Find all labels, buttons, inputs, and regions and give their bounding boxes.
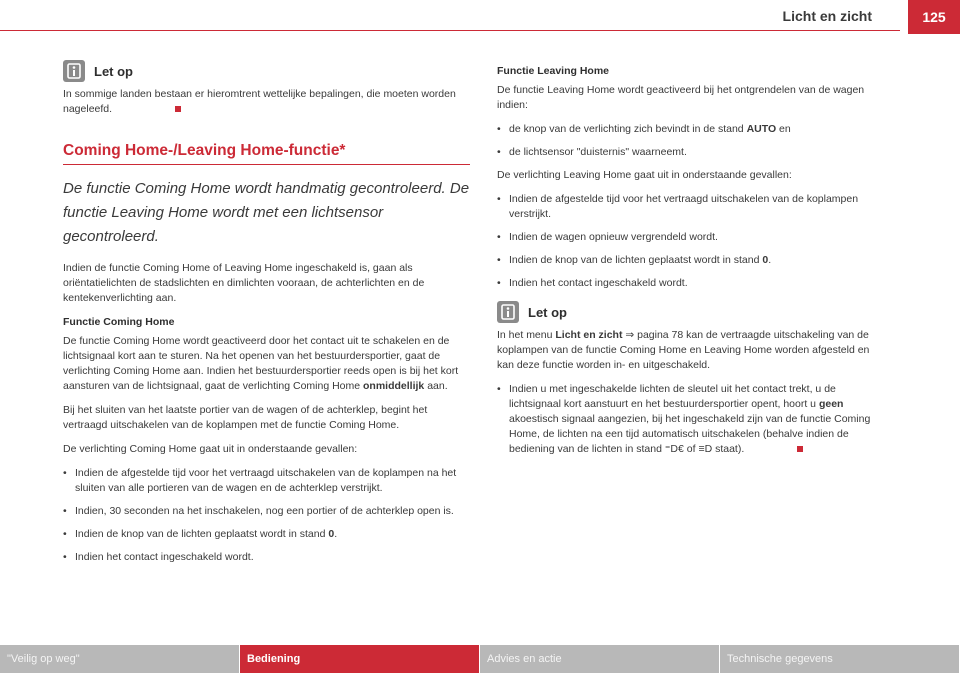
footer-tab-technische[interactable]: Technische gegevens (720, 645, 960, 673)
list-item: • Indien u met ingeschakelde lichten de sleutel uit het contact trekt, u de lichtsignaal kort aanstuurt en het bestuurdersportier opent, hoort u geen akoestisch signaal aangezien, bij het ingeschakeld zijn van de functie Coming Home, de lichten na een tijd automatisch uitschakelen (behalve indien de bediening van de lichten in stand ⁼D€ of ≡D staat). (497, 382, 887, 457)
list-item: • de knop van de verlichting zich bevindt in de stand AUTO en (497, 122, 887, 137)
paragraph: Bij het sluiten van het laatste portier van de wagen of de achterklep, begint het vertraagd uitschakelen van de koplampen met de functie Coming Home. (63, 404, 428, 431)
header-title: Licht en zicht (782, 8, 872, 24)
page-number: 125 (908, 0, 960, 34)
note-text: In sommige landen bestaan er hieromtrent wettelijke bepalingen, die moeten worden nageleefd. (63, 88, 456, 115)
subheading: Functie Coming Home (63, 316, 175, 328)
list-item: • Indien de afgestelde tijd voor het vertraagd uitschakelen van de koplampen verstrijkt. (497, 192, 887, 222)
list-item: • Indien het contact ingeschakeld wordt. (63, 550, 470, 565)
list-item: • Indien, 30 seconden na het inschakelen, nog een portier of de achterklep open is. (63, 504, 470, 519)
section-end-marker (797, 446, 803, 452)
note-icon (497, 301, 519, 323)
paragraph: De functie Leaving Home wordt geactiveerd bij het ontgrendelen van de wagen indien: (497, 84, 865, 111)
paragraph: De functie Coming Home wordt geactiveerd door het contact uit te schakelen en de lichtsignaal kort aan te sturen. Na het openen van het bestuurdersportier, gaat de verlichting Coming Home aan. Indien het bestuurdersportier reeds open is bij het kort aansturen van de lichtsignaal, gaat de verlichting Coming Home onmiddellijk aan. (63, 335, 459, 392)
note-text: In het menu Licht en zicht ⇒ pagina 78 kan de vertraagde uitschakeling van de koplampen van de functie Coming Home en Leaving Home worden afgesteld en kan deze functie worden in- en uitgeschakeld. (497, 329, 870, 371)
switch-position-symbol: 0 (762, 254, 769, 266)
paragraph: Indien de functie Coming Home of Leaving Home ingeschakeld is, gaan als oriëntatielichten de stadslichten en dimlichten vooraan, de achterlichten en de kentekenverlichting aan. (63, 262, 425, 304)
light-switch-symbol: ≡D (698, 443, 713, 455)
list-item: • Indien de afgestelde tijd voor het vertraagd uitschakelen van de koplampen na het sluiten van alle portieren van de wagen en de achterklep verstrijkt. (63, 466, 470, 496)
list-item: • Indien de wagen opnieuw vergrendeld wordt. (497, 230, 887, 245)
list-item: • Indien het contact ingeschakeld wordt. (497, 276, 887, 291)
list-item: • de lichtsensor "duisternis" waarneemt. (497, 145, 887, 160)
note-label: Let op (94, 63, 133, 79)
switch-position-symbol: 0 (328, 528, 335, 540)
auto-symbol: AUTO (746, 123, 777, 135)
note-header (497, 301, 887, 323)
footer-tab-veilig[interactable]: "Veilig op weg" (0, 645, 240, 673)
list-item: • Indien de knop van de lichten geplaatst wordt in stand 0. (497, 253, 887, 268)
section-end-marker (175, 106, 181, 112)
right-column (497, 64, 887, 465)
subheading: Functie Leaving Home (497, 65, 610, 77)
list-item: • Indien de knop van de lichten geplaatst wordt in stand 0. (63, 527, 470, 542)
note-header (63, 60, 470, 82)
section-heading: Coming Home-/Leaving Home-functie* (63, 143, 470, 165)
left-column (63, 60, 470, 573)
note-label: Let op (528, 304, 567, 320)
paragraph: De verlichting Leaving Home gaat uit in onderstaande gevallen: (497, 169, 792, 181)
intro-text: De functie Coming Home wordt handmatig gecontroleerd. De functie Leaving Home wordt met een lichtsensor gecontroleerd. (63, 180, 470, 245)
note-icon (63, 60, 85, 82)
header-rule (0, 30, 900, 31)
footer-tab-bediening[interactable]: Bediening (240, 645, 480, 673)
footer-tab-advies[interactable]: Advies en actie (480, 645, 720, 673)
footer-nav (0, 645, 960, 673)
light-switch-symbol: ⁼D€ (664, 443, 684, 455)
paragraph: De verlichting Coming Home gaat uit in onderstaande gevallen: (63, 443, 358, 455)
